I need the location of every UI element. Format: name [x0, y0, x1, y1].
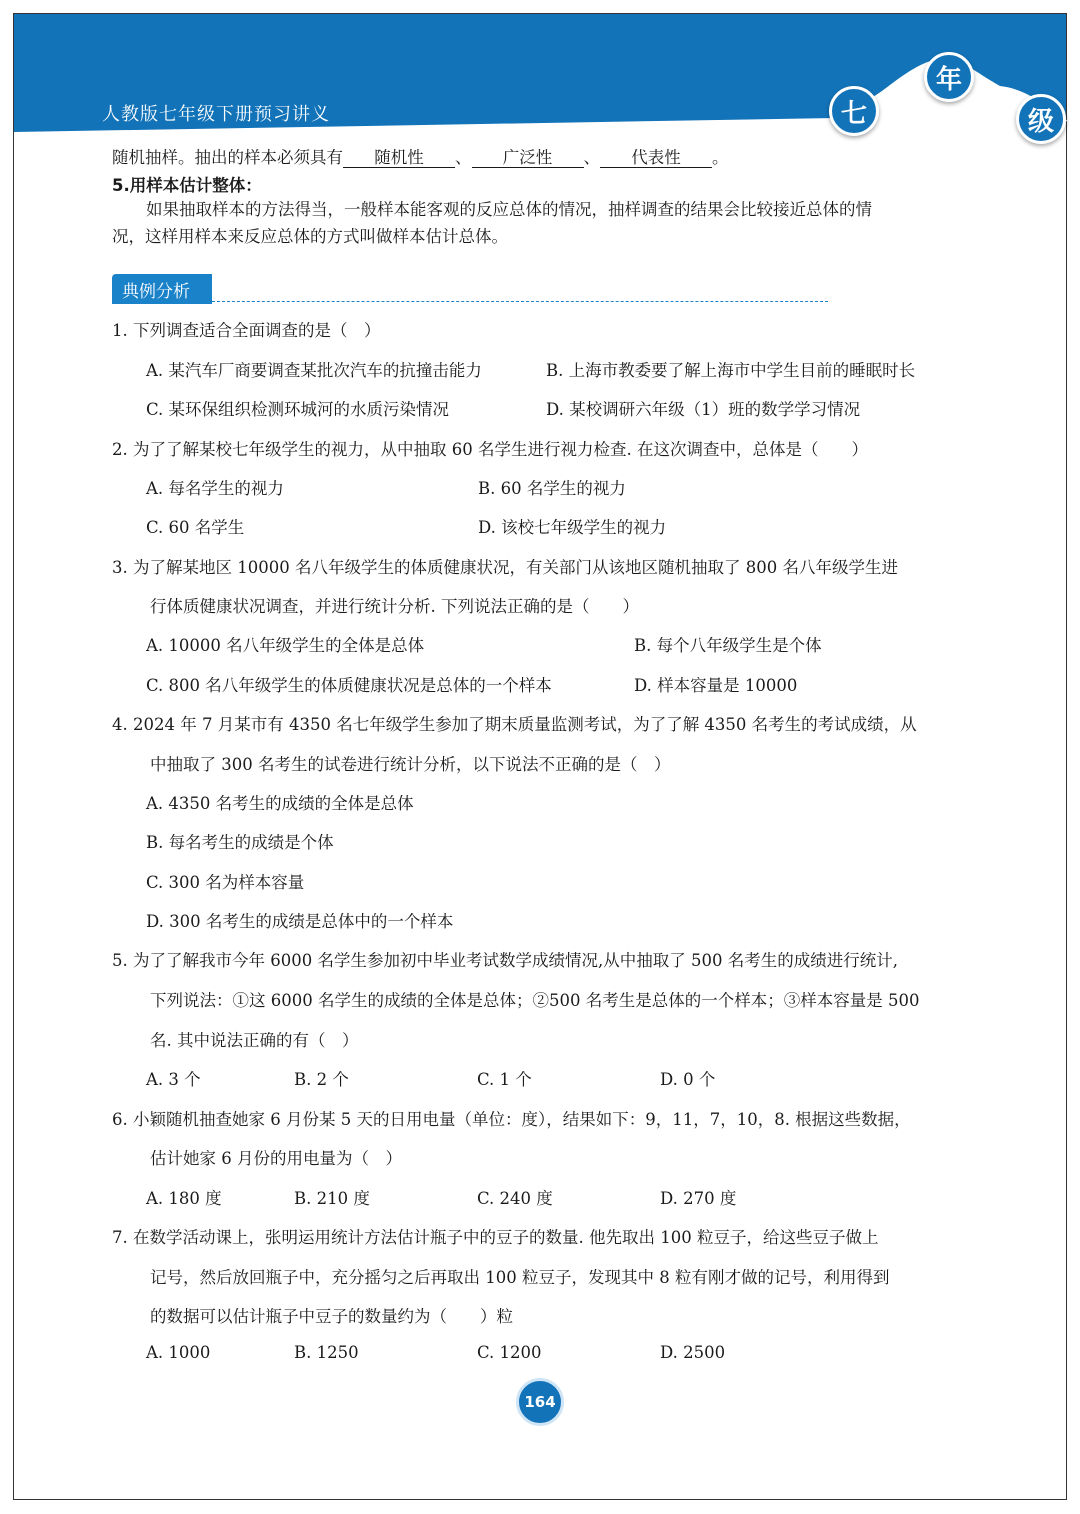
option: C. 某环保组织检测环城河的水质污染情况 — [146, 400, 450, 419]
option: C. 1200 — [477, 1343, 542, 1362]
option: B. 上海市教委要了解上海市中学生目前的睡眠时长 — [546, 361, 916, 380]
example-analysis-tag: 典例分析 — [112, 274, 212, 304]
grade-char-ji: 级 — [1016, 94, 1066, 144]
answer-blank-1: 随机性 — [343, 149, 455, 168]
option: A. 1000 — [146, 1343, 211, 1362]
question-stem-continued: 记号，然后放回瓶子中，充分摇匀之后再取出 100 粒豆子，发现其中 8 粒有刚才做的记号，利用得到 — [150, 1268, 890, 1287]
option: B. 每个八年级学生是个体 — [634, 636, 822, 655]
dashed-divider — [212, 301, 828, 302]
question-stem: 3. 为了解某地区 10000 名八年级学生的体质健康状况，有关部门从该地区随机抽取了 800 名八年级学生进 — [112, 558, 898, 577]
question-stem-continued: 中抽取了 300 名考生的试卷进行统计分析，以下说法不正确的是（ ） — [150, 755, 671, 774]
question-stem-continued: 估计她家 6 月份的用电量为（ ） — [150, 1149, 402, 1168]
question-stem: 5. 为了了解我市今年 6000 名学生参加初中毕业考试数学成绩情况,从中抽取了 500 名考生的成绩进行统计, — [112, 951, 898, 970]
question-stem-continued: 名. 其中说法正确的有（ ） — [150, 1031, 359, 1050]
question-stem: 6. 小颖随机抽查她家 6 月份某 5 天的日用电量（单位：度），结果如下：9，11，7，10，8. 根据这些数据， — [112, 1110, 911, 1129]
grade-char-qi: 七 — [829, 86, 879, 136]
question-stem-continued: 行体质健康状况调查，并进行统计分析. 下列说法正确的是（ ） — [150, 597, 639, 616]
header-banner — [0, 0, 1080, 160]
option: D. 2500 — [660, 1343, 726, 1362]
option: D. 270 度 — [660, 1189, 737, 1208]
answer-blank-3: 代表性 — [600, 149, 712, 168]
option: B. 60 名学生的视力 — [478, 479, 626, 498]
option: C. 1 个 — [477, 1070, 532, 1089]
option: C. 60 名学生 — [146, 518, 245, 537]
section-heading-5: 5.用样本估计整体： — [112, 176, 262, 195]
option: D. 该校七年级学生的视力 — [478, 518, 667, 537]
question-stem-continued: 下列说法：①这 6000 名学生的成绩的全体是总体；②500 名考生是总体的一个样本；③样本容量是 500 — [150, 991, 920, 1010]
option: D. 300 名考生的成绩是总体中的一个样本 — [146, 912, 454, 931]
series-title: 人教版七年级下册预习讲义 — [102, 104, 330, 125]
option: D. 0 个 — [660, 1070, 716, 1089]
option: B. 210 度 — [294, 1189, 370, 1208]
answer-blank-2: 广泛性 — [472, 149, 584, 168]
question-stem: 1. 下列调查适合全面调查的是（ ） — [112, 321, 381, 340]
option: B. 每名考生的成绩是个体 — [146, 833, 334, 852]
option: B. 2 个 — [294, 1070, 349, 1089]
option: D. 某校调研六年级（1）班的数学学习情况 — [546, 400, 861, 419]
option: C. 240 度 — [477, 1189, 553, 1208]
option: D. 样本容量是 10000 — [634, 676, 798, 695]
intro-line: 随机抽样。抽出的样本必须具有 随机性 、 广泛性 、 代表性 。 — [112, 148, 729, 167]
question-stem-continued: 的数据可以估计瓶子中豆子的数量约为（ ）粒 — [150, 1307, 513, 1326]
question-stem: 7. 在数学活动课上，张明运用统计方法估计瓶子中的豆子的数量. 他先取出 100 粒豆子，给这些豆子做上 — [112, 1228, 879, 1247]
option: A. 180 度 — [146, 1189, 222, 1208]
option: A. 3 个 — [146, 1070, 201, 1089]
option: C. 800 名八年级学生的体质健康状况是总体的一个样本 — [146, 676, 552, 695]
page-number: 164 — [516, 1378, 564, 1426]
option: A. 4350 名考生的成绩的全体是总体 — [146, 794, 414, 813]
paragraph-line: 况，这样用样本来反应总体的方式叫做样本估计总体。 — [112, 227, 508, 246]
grade-char-nian: 年 — [924, 52, 974, 102]
option: A. 每名学生的视力 — [146, 479, 284, 498]
option: B. 1250 — [294, 1343, 359, 1362]
paragraph-line: 如果抽取样本的方法得当，一般样本能客观的反应总体的情况，抽样调查的结果会比较接近总体的情 — [146, 200, 872, 219]
question-stem: 2. 为了了解某校七年级学生的视力，从中抽取 60 名学生进行视力检查. 在这次调查中，总体是（ ） — [112, 440, 868, 459]
option: C. 300 名为样本容量 — [146, 873, 305, 892]
question-stem: 4. 2024 年 7 月某市有 4350 名七年级学生参加了期末质量监测考试，为了了解 4350 名考生的考试成绩，从 — [112, 715, 917, 734]
option: A. 10000 名八年级学生的全体是总体 — [146, 636, 425, 655]
option: A. 某汽车厂商要调查某批次汽车的抗撞击能力 — [146, 361, 482, 380]
